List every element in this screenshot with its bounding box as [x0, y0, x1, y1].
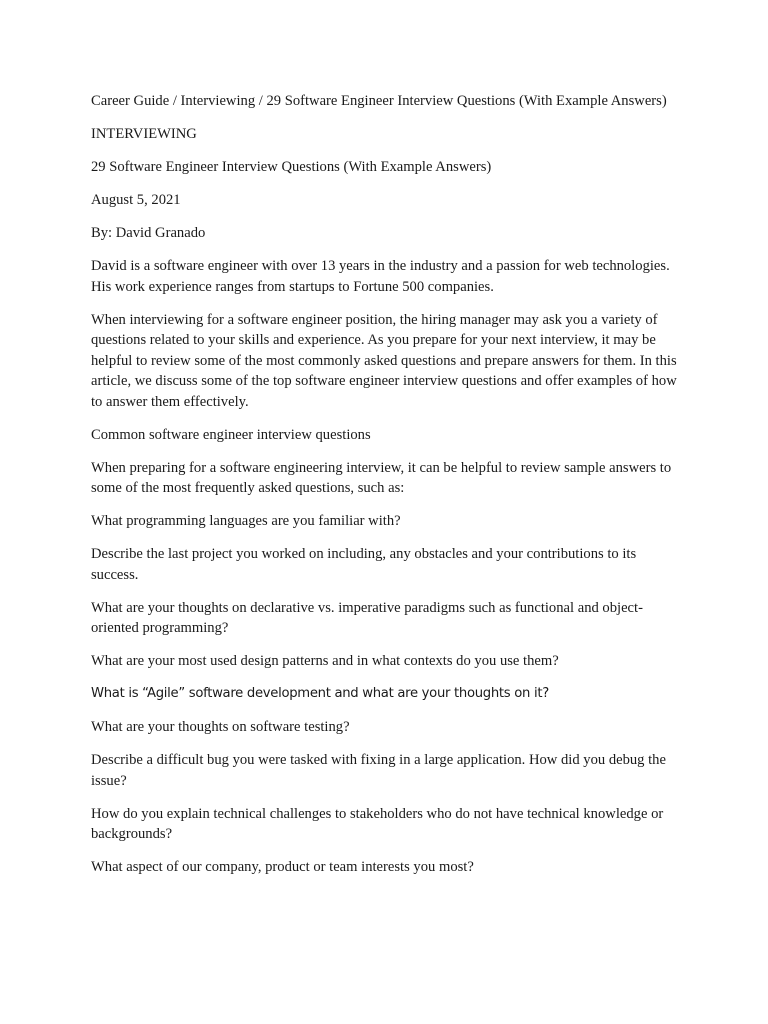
author-bio: David is a software engineer with over 13 years in the industry and a passion for web technologies. His work experience ranges from startups to Fortune 500 companies. — [91, 258, 670, 295]
question-item: What is “Agile” software development and what are your thoughts on it? — [91, 686, 549, 701]
question-item: What programming languages are you familiar with? — [91, 513, 401, 529]
breadcrumb: Career Guide / Interviewing / 29 Software Engineer Interview Questions (With Example Answers) — [91, 93, 667, 109]
question-item: Describe a difficult bug you were tasked with fixing in a large application. How did you debug the issue? — [91, 752, 666, 789]
article-title: 29 Software Engineer Interview Questions (With Example Answers) — [91, 159, 492, 175]
author-byline: By: David Granado — [91, 225, 206, 241]
question-item: Describe the last project you worked on including, any obstacles and your contributions to its success. — [91, 546, 637, 583]
question-item: What are your thoughts on declarative vs. imperative paradigms such as functional and object-oriented programming? — [91, 599, 643, 636]
question-item: How do you explain technical challenges to stakeholders who do not have technical knowledge or backgrounds? — [91, 805, 664, 842]
question-item: What aspect of our company, product or team interests you most? — [91, 859, 474, 875]
section-intro: When preparing for a software engineering interview, it can be helpful to review sample answers to some of the most frequently asked questions, such as: — [91, 459, 672, 496]
intro-paragraph: When interviewing for a software engineer position, the hiring manager may ask you a variety of questions related to your skills and experience. As you prepare for your next interview, it may be helpful to review some of the most commonly asked questions and prepare answers for them. In this article, we discuss some of the top software engineer interview questions and offer examples of how to answer them effectively. — [91, 311, 677, 410]
category-label: INTERVIEWING — [91, 126, 197, 142]
question-item: What are your most used design patterns and in what contexts do you use them? — [91, 653, 559, 669]
section-heading: Common software engineer interview questions — [91, 426, 371, 443]
document-body — [91, 91, 683, 890]
publish-date: August 5, 2021 — [91, 192, 181, 208]
question-item: What are your thoughts on software testing? — [91, 719, 350, 735]
